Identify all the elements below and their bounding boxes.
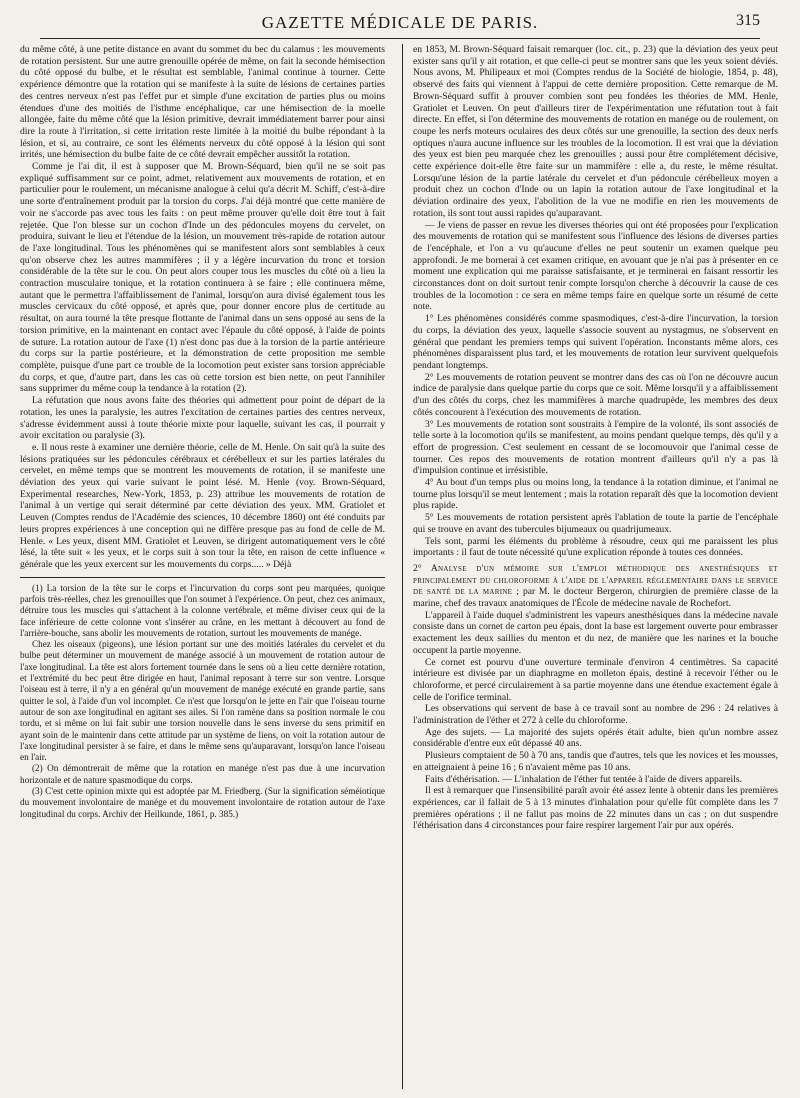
paragraph: Faits d'éthérisation. — L'inhalation de l'éther fut tentée à l'aide de divers appareils.	[425, 773, 743, 785]
paragraph: 5° Les mouvements de rotation persistent après l'ablation de toute la partie de l'encéphale qui se trouve en avant des tubercules bijumeaux ou quadrijumeaux.	[413, 512, 778, 535]
paragraph: Il est à remarquer que l'insensibilité paraît avoir été assez lente à obtenir dans les premières expériences, car il fallait de 5 à 13 minutes d'inhalation pour qu'elle fût complète dans les 7 premières opérations ; il ne fallut pas moins de 22 minutes dans un cas ; on dut suspendre l'éthérisation dans 4 circonstances pour faire respirer largement l'air pur aux opérés.	[413, 785, 778, 832]
paragraph: La réfutation que nous avons faite des théories qui admettent pour point de départ de la rotation, les unes la paralysie, les autres l'excitation de certaines parties des centres nerveux, s'adresse évidemment aussi à toute théorie mixte pour laquelle, suivant les cas, il pourrait y avoir excitation ou paralysie (3).	[20, 395, 385, 442]
left-column	[20, 44, 385, 820]
paragraph: L'appareil à l'aide duquel s'administrent les vapeurs anesthésiques dans la médecine navale consiste dans un cornet de carton peu épais, dont la base est largement ouverte pour embrasser exactement les deux saillies du menton et du nez, de manière que les narines et la bouche occupent la partie moyenne.	[413, 609, 778, 656]
heading-number: 2°	[413, 562, 422, 574]
footnote: (3) C'est cette opinion mixte qui est adoptée par M. Friedberg. (Sur la signification séméiotique du mouvement involontaire de manége et du mouvement involontaire de rotation autour de l'axe longitudinal du corps. Archiv der Heilkunde, 1861, p. 385.)	[20, 785, 385, 819]
paragraph: Plusieurs comptaient de 50 à 70 ans, tandis que d'autres, tels que les novices et les mousses, en atteignaient à peine 16 ; 6 n'avaient même pas 10 ans.	[413, 750, 778, 773]
paragraph: Age des sujets. — La majorité des sujets opérés était adulte, bien qu'un nombre assez considérable d'entre eux eût dépassé 40 ans.	[413, 726, 778, 750]
paragraph: Tels sont, parmi les éléments du problème à résoudre, ceux qui me paraissent les plus importants : il faut de toute nécessité qu'une explication réponde à toutes ces données.	[413, 535, 778, 559]
journal-title: GAZETTE MÉDICALE DE PARIS.	[261, 13, 539, 32]
heading-title: Analyse d'un mémoire sur l'emploi méthodique des anesthésiques et principalement du chloroforme à l'aide de l'appareil réglementaire dans le service de santé de la marine ;	[413, 562, 778, 598]
footnote: (1) La torsion de la tête sur le corps et l'incurvation du corps sont peu marquées, quoique parfois très-réelles, chez les grenouilles que l'on soumet à l'expérience. On peut, chez ces animaux, détruire tous les muscles qui s'attachent à la colonne vertébrale, et même diviser ceux qui de la face inférieure de cette colonne vont s'insérer au crâne, en les mettant à découvert au fond de l'arrière-bouche, sans abolir les mouvements de rotation, surtout les mouvements de manége.	[20, 582, 385, 638]
section-heading	[413, 563, 778, 610]
paragraph: Les observations qui servent de base à ce travail sont au nombre de 296 : 24 relatives à l'administration de l'éther et 272 à celle du chloroforme.	[413, 703, 778, 727]
paragraph: du même côté, à une petite distance en avant du sommet du bec du calamus : les mouvements de rotation persistent. Sur une autre grenouille opérée de même, on fait la seconde hémisection du côté opposé du bulbe, et le résultat est semblable, l'animal continue à tourner. Cette expérience démontre que la rotation qui se manifeste à la suite de lésions de certaines parties des centres nerveux n'est pas l'effet pur et simple d'une excitation de parties plus ou moins étendues d'une des moitiés de l'isthme encéphalique, car une hémisection de la moelle allongée, faite du même côté que la lésion primitive, devrait immédiatement barrer pour ainsi dire la route à l'irritation, si cette irritation reste limitée à la moitié du bulbe répondant à la lésion, et si, au contraire, ce sont les éléments nerveux du côté opposé à la lésion qui sont irrités, une hémisection du bulbe faite de ce côté devrait empêcher aussitôt la rotation.	[20, 44, 385, 161]
paragraph: en 1853, M. Brown-Séquard faisait remarquer (loc. cit., p. 23) que la déviation des yeux peut exister sans qu'il y ait rotation, et que celle-ci peut se montrer sans que les yeux soient déviés. Nous avons, M. Philipeaux et moi (Comptes rendus de la Société de biologie, 1854, p. 48), observé des faits qui viennent à l'appui de cette dernière proposition. Cette remarque de M. Brown-Séquard suffit à prouver combien sont peu fondées les théories de MM. Henle, Gratiolet et Leuven. On peut d'ailleurs tirer de l'expérimentation une réfutation tout à fait directe. En effet, si l'on détermine des mouvements de rotation en manége ou de roulement, on coupe les nerfs moteurs oculaires des deux côtés sur une grenouille, la section des deux nerfs optiques n'aura aucune influence sur les troubles de la locomotion. Il est vrai que la déviation des yeux est bien peu marquée chez les grenouilles ; aussi pour être complétement décisive, cette expérience doit-elle être faite sur un mammifère : elle a, du reste, le même résultat. Lorsqu'une lésion de la partie latérale du cervelet et d'un pédoncule cérébelleux moyen a produit chez un cochon d'Inde ou un lapin la rotation autour de l'axe longitudinal et la déviation ordinaire des yeux, l'abolition de la vue ne modifie en rien les mouvements de rotation, ils sont tout aussi rapides qu'auparavant.	[413, 44, 778, 219]
right-column	[413, 44, 778, 832]
paragraph: 4° Au bout d'un temps plus ou moins long, la tendance à la rotation diminue, et l'animal ne tourne plus lorsqu'il se meut lentement ; mais la rotation reparaît dès que la locomotion devient plus rapide.	[413, 477, 778, 512]
paragraph: e. Il nous reste à examiner une dernière théorie, celle de M. Henle. On sait qu'à la suite des lésions pratiquées sur les pédoncules cérébraux et cérébelleux et sur les parties latérales du cervelet, en même temps que se montrent les mouvements de rotation, il se manifeste une déviation des yeux qui varie suivant le point lésé. M. Henle (voy. Brown-Séquard, Experimental researches, New-York, 1853, p. 23) attribue les mouvements de rotation de l'animal à un vertige qui serait déterminé par cette déviation des yeux. MM. Gratiolet et Leuven (Comptes rendus de l'Académie des sciences, 10 décembre 1860) ont été conduits par leurs propres expériences à une conception qui ne diffère presque pas au fond de celle de M. Henle. « Les yeux, disent MM. Gratiolet et Leuven, se dirigent automatiquement vers le côté lésé, la tête suit « les yeux, et le corps suit à son tour la tête, en raison de cette influence « générale que les yeux exercent sur les mouvements du corps..... » Déjà	[20, 441, 385, 570]
paragraph: 3° Les mouvements de rotation sont soustraits à l'empire de la volonté, ils sont associés de telle sorte à la locomotion qu'ils se manifestent, au moins pendant quelque temps, dès qu'il y a effort de progression. C'est seulement en cessant de se locomouvoir que l'animal cesse de tourner. Ces repos des mouvements de rotation montrent d'ailleurs qu'il n'y a pas là d'impulsion continue et irrésistible.	[413, 418, 778, 477]
page-header	[40, 8, 760, 39]
column-rule	[402, 44, 403, 1089]
footnote: Chez les oiseaux (pigeons), une lésion portant sur une des moitiés latérales du cervelet et du bulbe peut déterminer un mouvement de manége associé à un mouvement de rotation autour de l'axe longitudinal. La tête est alors fortement tournée dans le sens où a lieu cette dernière rotation, et l'extrémité du bec peut être dirigée en haut, l'animal reposant à terre sur son ventre. Lorsque l'oiseau est à terre, il n'y a en général qu'un mouvement de manége exécuté en grande partie, sans quitter le sol, à l'aide d'un vol incomplet. Ce n'est que lorsqu'on le jette en l'air que l'oiseau tourne autour de son axe longitudinal en agitant ses ailes. Si l'on ramène dans sa position normale le cou tordu, et si même on lui fait subir une torsion nouvelle dans le sens inverse du sens primitif en ayant soin de le maintenir dans cette attitude par un système de liens, on voit la rotation autour de l'axe longitudinal persister à se faire, et dans le même sens qu'auparavant, lorsqu'on lance l'oiseau en l'air.	[20, 639, 385, 763]
footnote-separator	[20, 577, 385, 578]
paragraph: 2° Les mouvements de rotation peuvent se montrer dans des cas où l'on ne découvre aucun indice de paralysie dans quelque partie du corps que ce soit. Même lorsqu'il y a affaiblissement d'un des côtés du corps, chez les mammifères à marche quadrupède, les membres des deux côtés concourent à l'exécution des mouvements de rotation.	[413, 371, 778, 418]
paragraph: Ce cornet est pourvu d'une ouverture terminale d'environ 4 centimètres. Sa capacité intérieure est divisée par un diaphragme en molleton épais, destiné à recevoir l'éther ou le chloroforme, et percé circulairement à sa partie moyenne dans une étendue exactement égale à celle de l'orifice terminal.	[413, 656, 778, 703]
heading-author: par M. le docteur Bergeron, chirurgien de première classe de la marine, chef des travaux anatomiques de l'École de médecine navale de Rochefort.	[413, 586, 778, 610]
paragraph: 1° Les phénomènes considérés comme spasmodiques, c'est-à-dire l'incurvation, la torsion du corps, la déviation des yeux, laquelle s'associe souvent au nystagmus, ne s'observent en général que pendant les premiers temps qui suivent l'opération. Inconstants même alors, ces phénomènes disparaissent plus tard, et les mouvements de rotation leur survivent quelquefois pendant longtemps.	[413, 313, 778, 371]
page-number: 315	[736, 12, 760, 29]
footnote: (2) On démontrerait de même que la rotation en manége n'est pas due à une incurvation horizontale et de nature spasmodique du corps.	[20, 763, 385, 785]
footnotes	[20, 583, 385, 820]
paragraph: Comme je l'ai dit, il est à supposer que M. Brown-Séquard, bien qu'il ne se soit pas expliqué suffisamment sur ce point, admet, relativement aux mouvements de rotation, et en particulier pour le roulement, un mécanisme analogue à celui qu'a décrit M. Schiff, c'est-à-dire une sorte d'entraînement produit par la torsion du corps. J'ai déjà montré que cette manière de voir ne s'accorde pas avec tous les faits : on peut même prouver qu'elle doit être tout à fait rejetée. Que l'on blesse sur un cochon d'Inde un des pédoncules moyens du cervelet, on produira, suivant le lieu et l'étendue de la lésion, un mouvement très-rapide de rotation autour de l'axe longitudinal. Tous les phénomènes qui se manifestent alors sont semblables à ceux qu'on observe chez les autres mammifères ; il y a légère incurvation du tronc et torsion considérable de la tête sur le cou. On peut alors couper tous les muscles du côté où a lieu la contraction musculaire tonique, et la rotation continuera à se faire ; elle continuera même, autant que le permettra l'affaiblissement de l'animal, lorsqu'on aura divisé également tous les muscles cervicaux du côté opposé, et après que, pour donner encore plus de certitude au résultat, on aura tourné la tête presque flottante de l'animal dans un sens opposé au sens de la torsion primitive, en la maintenant en contact avec l'épaule du côté opposé, à l'aide de points de suture. La rotation autour de l'axe (1) n'est donc pas due à la torsion de la partie antérieure du corps sur la partie postérieure, et la démonstration de cette proposition me semble complète, puisque d'une part ce trouble de la locomotion peut exister sans torsion appréciable du corps, et que, d'autre part, dans les cas où cette torsion est bien nette, on peut l'annihiler sans supprimer du même coup la tendance à la rotation (2).	[20, 161, 385, 395]
paragraph: — Je viens de passer en revue les diverses théories qui ont été proposées pour l'explication des mouvements de rotation qui se manifestent sous l'influence des lésions de diverses parties de l'encéphale, et l'on a vu qu'aucune d'elles ne peut soutenir un examen quelque peu approfondi. Je me bornerai à cet examen critique, en avouant que je n'ai pas à présenter en ce moment une explication qui me paraisse satisfaisante, et je terminerai en faisant ressortir les circonstances dont on doit surtout tenir compte lorsqu'on cherche à découvrir la cause de ces troubles de la locomotion : ce sera en même temps faire en quelque sorte un résumé de cette note.	[413, 219, 778, 313]
